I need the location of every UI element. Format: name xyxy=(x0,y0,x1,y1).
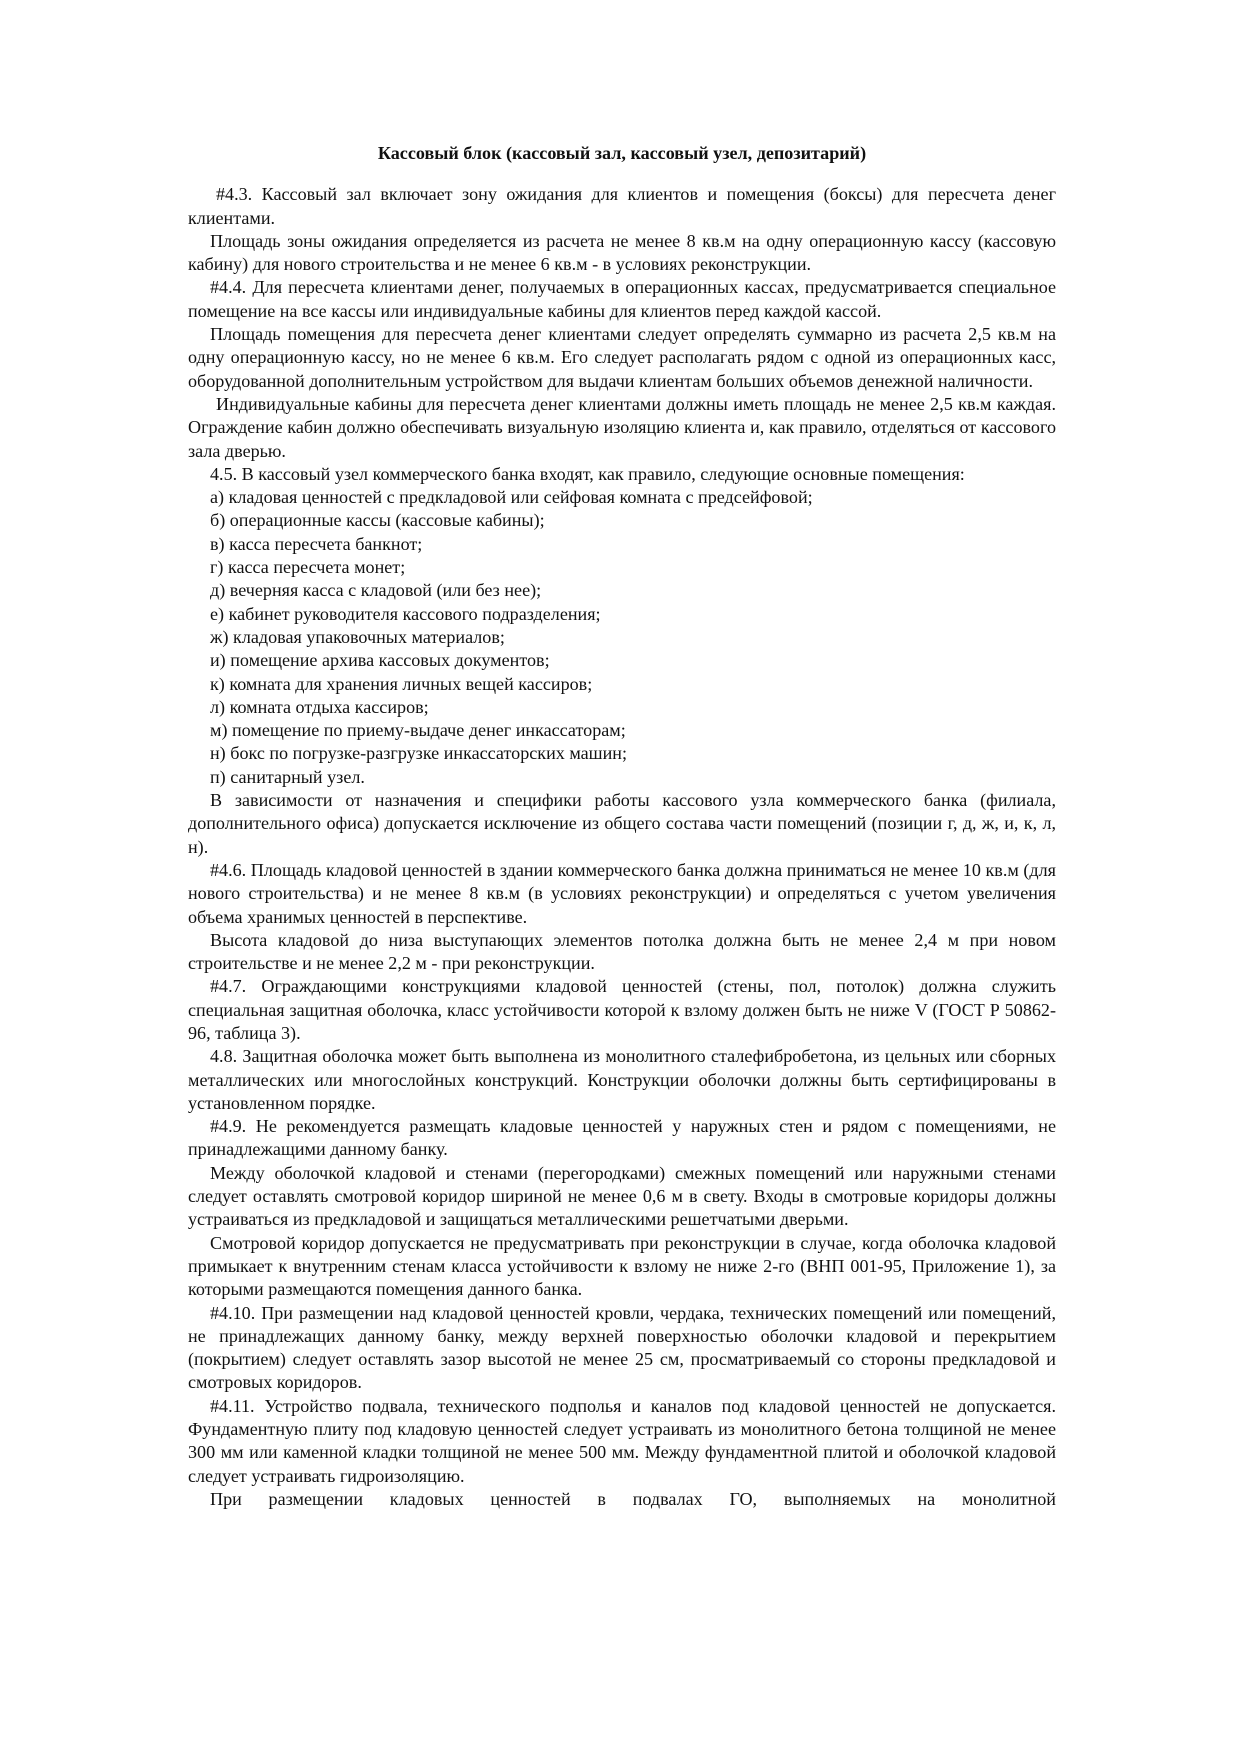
paragraph-corridor-exception: Смотровой коридор допускается не предусматривать при реконструкции в случае, когда оболочка кладовой примыкает к внутренним стенам класса устойчивости к взлому не ниже 2-го (ВНП 001-95, Приложение 1), за которыми размещаются помещения данного банка. xyxy=(188,1232,1056,1300)
paragraph-inspection-corridor: Между оболочкой кладовой и стенами (перегородками) смежных помещений или наружными стенами следует оставлять смотровой коридор шириной не менее 0,6 м в свету. Входы в смотровые коридоры должны устраиваться из предкладовой и защищаться металлическими решетчатыми дверьми. xyxy=(188,1162,1056,1230)
paragraph-4-8: 4.8. Защитная оболочка может быть выполнена из монолитного сталефибробетона, из цельных или сборных металлических или многослойных конструкций. Конструкции оболочки должны быть сертифицированы в установленном порядке. xyxy=(188,1046,1056,1113)
list-item: г) касса пересчета монет; xyxy=(210,557,406,578)
paragraph-4-10: #4.10. При размещении над кладовой ценностей кровли, чердака, технических помещений или помещений, не принадлежащих данному банку, между верхней поверхностью оболочки кладовой и перекрытием (покрытием) следует оставлять зазор высотой не менее 25 см, просматриваемый со стороны предкладовой и смотровых коридоров. xyxy=(188,1302,1056,1393)
list-item: м) помещение по приему-выдаче денег инкассаторам; xyxy=(210,720,626,741)
list-item: в) касса пересчета банкнот; xyxy=(210,533,423,554)
document-page xyxy=(188,142,1056,1511)
list-item: л) комната отдыха кассиров; xyxy=(210,696,429,717)
paragraph-counting-room: Площадь помещения для пересчета денег клиентами следует определять суммарно из расчета 2,5 кв.м на одну операционную кассу, но не менее 6 кв.м. Его следует располагать рядом с одной из операционных касс, оборудованной дополнительным устройством для выдачи клиентам больших объемов денежной наличности. xyxy=(188,324,1056,391)
list-item: п) санитарный узел. xyxy=(210,766,365,787)
list-item: а) кладовая ценностей с предкладовой или сейфовая комната с предсейфовой; xyxy=(210,487,813,508)
list-item: н) бокс по погрузке-разгрузке инкассаторских машин; xyxy=(210,743,628,764)
paragraph-waiting-area: Площадь зоны ожидания определяется из расчета не менее 8 кв.м на одну операционную кассу (кассовую кабину) для нового строительства и не менее 6 кв.м - в условиях реконструкции. xyxy=(188,230,1056,275)
paragraph-individual-cabins: Индивидуальные кабины для пересчета денег клиентами должны иметь площадь не менее 2,5 кв.м каждая. Ограждение кабин должно обеспечивать визуальную изоляцию клиента и, как правило, отделяться от кассового зала дверью. xyxy=(188,393,1056,461)
paragraph-4-3: #4.3. Кассовый зал включает зону ожидания для клиентов и помещения (боксы) для пересчета денег клиентами. xyxy=(188,184,1056,228)
paragraph-4-11: #4.11. Устройство подвала, технического подполья и каналов под кладовой ценностей не допускается. Фундаментную плиту под кладовую ценностей следует устраивать из монолитного бетона толщиной не менее 300 мм или каменной кладки толщиной не менее 500 мм. Между фундаментной плитой и оболочкой кладовой следует устраивать гидроизоляцию. xyxy=(188,1395,1056,1486)
list-item: ж) кладовая упаковочных материалов; xyxy=(210,626,505,647)
paragraph-vault-height: Высота кладовой до низа выступающих элементов потолка должна быть не менее 2,4 м при новом строительстве и не менее 2,2 м - при реконструкции. xyxy=(188,929,1056,974)
paragraph-4-4: #4.4. Для пересчета клиентами денег, получаемых в операционных кассах, предусматривается специальное помещение на все кассы или индивидуальные кабины для клиентов перед каждой кассой. xyxy=(188,277,1056,321)
document-title: Кассовый блок (кассовый зал, кассовый узел, депозитарий) xyxy=(377,143,867,163)
list-item: д) вечерняя касса с кладовой (или без нее); xyxy=(210,580,542,601)
list-item: б) операционные кассы (кассовые кабины); xyxy=(210,510,545,531)
paragraph-4-5: 4.5. В кассовый узел коммерческого банка входят, как правило, следующие основные помещения: xyxy=(210,463,965,484)
list-item: е) кабинет руководителя кассового подразделения; xyxy=(210,603,601,624)
paragraph-basement: При размещении кладовых ценностей в подвалах ГО, выполняемых на монолитной xyxy=(210,1488,1056,1509)
paragraph-exclusion: В зависимости от назначения и специфики работы кассового узла коммерческого банка (филиала, дополнительного офиса) допускается исключение из общего состава части помещений (позиции г, д, ж, и, к, л, н). xyxy=(188,790,1056,857)
paragraph-4-9: #4.9. Не рекомендуется размещать кладовые ценностей у наружных стен и рядом с помещениями, не принадлежащими данному банку. xyxy=(188,1116,1056,1160)
list-item: и) помещение архива кассовых документов; xyxy=(210,650,550,671)
paragraph-4-7: #4.7. Ограждающими конструкциями кладовой ценностей (стены, пол, потолок) должна служить специальная защитная оболочка, класс устойчивости которой к взлому должен быть не ниже V (ГОСТ Р 50862-96, таблица 3). xyxy=(188,976,1056,1043)
paragraph-4-6: #4.6. Площадь кладовой ценностей в здании коммерческого банка должна приниматься не менее 10 кв.м (для нового строительства) и не менее 8 кв.м (в условиях реконструкции) и определяться с учетом увеличения объема хранимых ценностей в перспективе. xyxy=(188,859,1056,927)
list-item: к) комната для хранения личных вещей кассиров; xyxy=(210,673,593,694)
